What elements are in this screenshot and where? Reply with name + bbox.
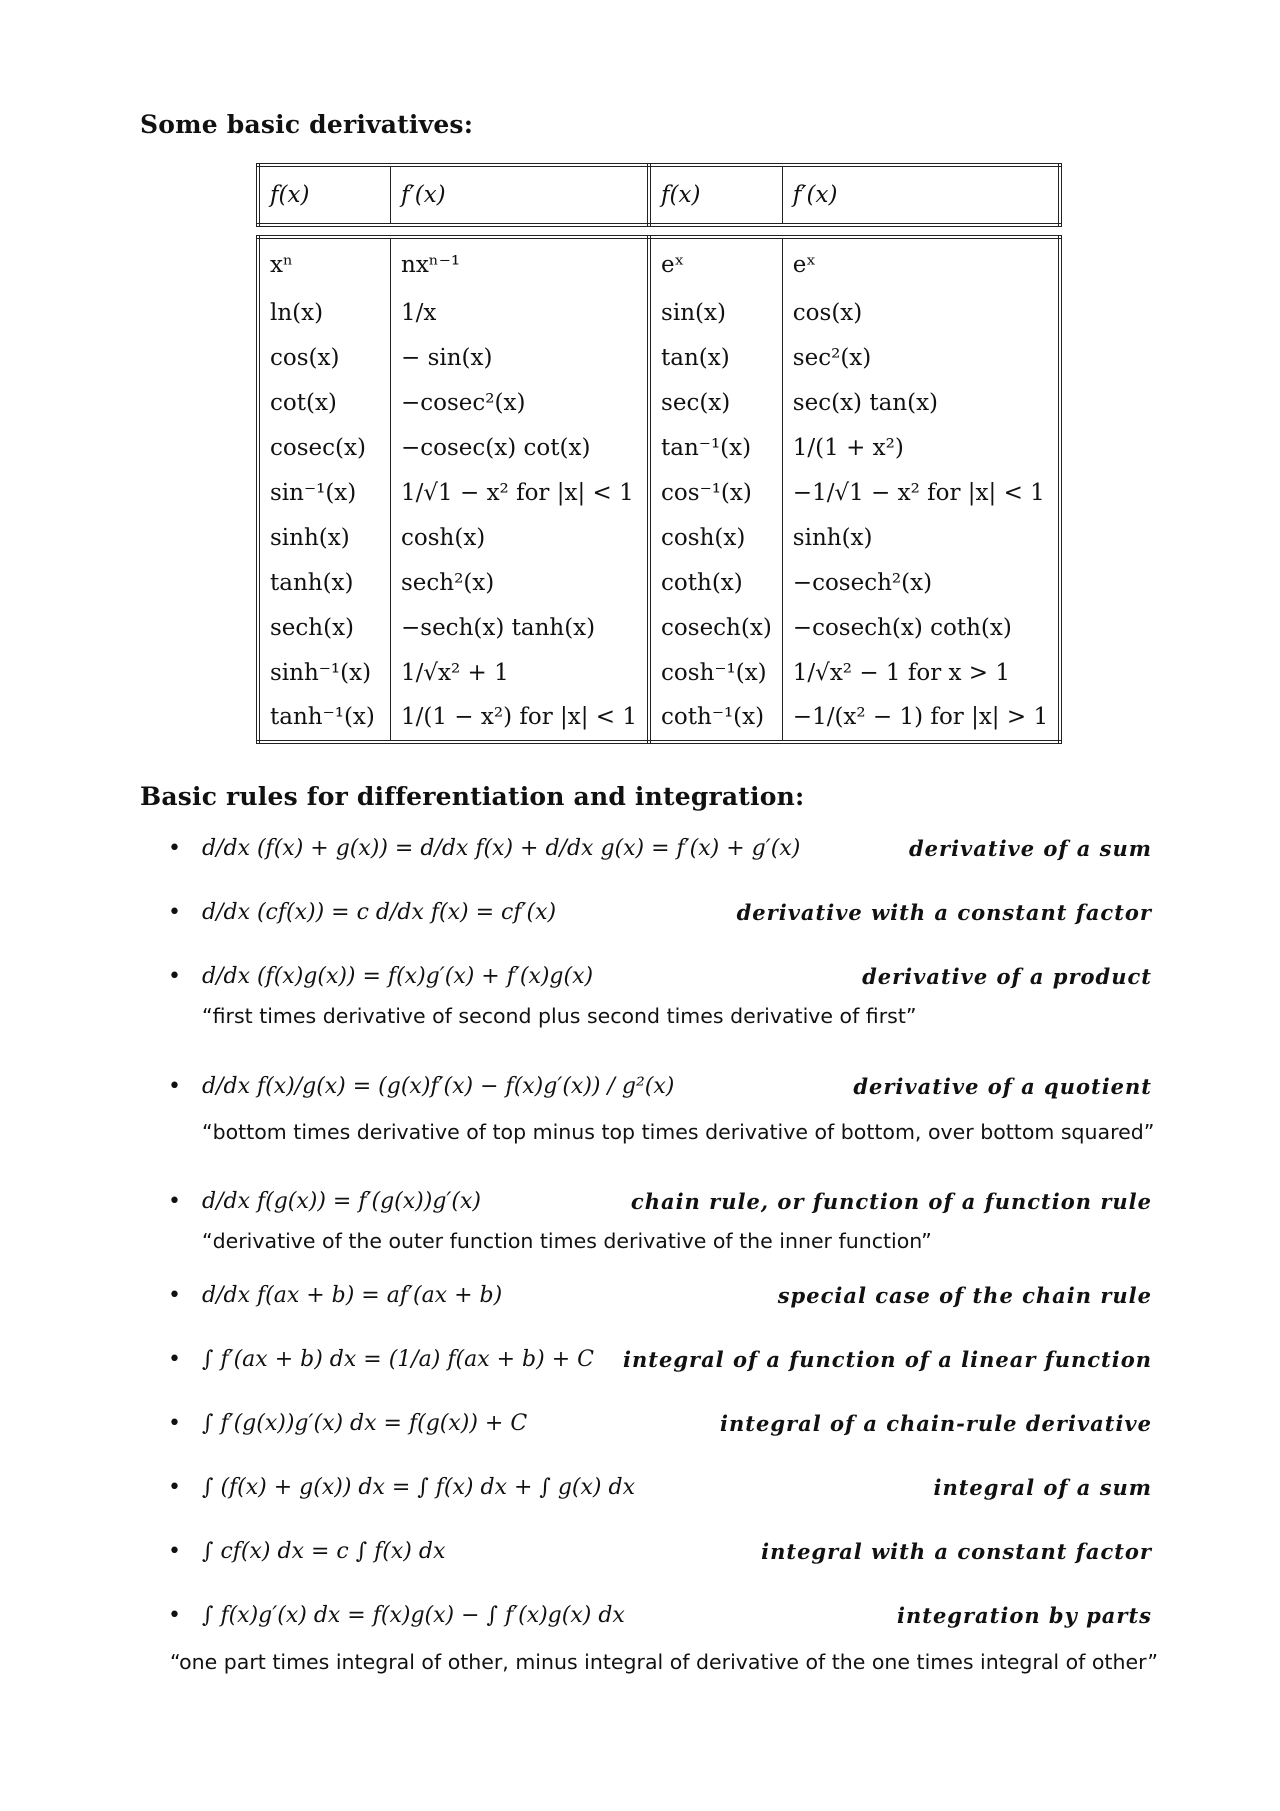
- rule-formula: ∫ (f(x) + g(x)) dx = ∫ f(x) dx + ∫ g(x) dx: [202, 1475, 635, 1500]
- rule-formula: d/dx f(ax + b) = af′(ax + b): [202, 1283, 503, 1308]
- table-cell: −cosech(x) coth(x): [782, 605, 1060, 650]
- table-cell: sec²(x): [782, 336, 1060, 381]
- table-cell: sinh(x): [258, 515, 391, 560]
- bullet-icon: •: [168, 836, 181, 861]
- rule-label: derivative with a constant factor: [736, 900, 1152, 925]
- table-cell: 1/√1 − x² for |x| < 1: [391, 471, 650, 516]
- table-cell: cosec(x): [258, 426, 391, 471]
- rule-label: derivative of a sum: [908, 836, 1152, 861]
- table-cell: eˣ: [782, 237, 1060, 291]
- table-cell: sinh⁻¹(x): [258, 650, 391, 695]
- table-cell: 1/x: [391, 291, 650, 336]
- table-cell: eˣ: [649, 237, 782, 291]
- rule-label: chain rule, or function of a function rule: [630, 1189, 1152, 1214]
- bullet-icon: •: [168, 900, 181, 925]
- rule-mnemonic: “bottom times derivative of top minus top times derivative of bottom, over bottom squared”: [202, 1120, 1155, 1144]
- table-cell: −cosech²(x): [782, 560, 1060, 605]
- rule-formula: ∫ f(x)g′(x) dx = f(x)g(x) − ∫ f′(x)g(x) dx: [202, 1603, 625, 1628]
- table-cell: tanh(x): [258, 560, 391, 605]
- table-cell: 1/√x² + 1: [391, 650, 650, 695]
- rule-mnemonic: “first times derivative of second plus second times derivative of first”: [202, 1004, 917, 1028]
- table-cell: cos(x): [258, 336, 391, 381]
- table-row: [258, 426, 1060, 471]
- table-header-cell: f′(x): [391, 165, 650, 225]
- table-row: [258, 381, 1060, 426]
- rule-mnemonic: “one part times integral of other, minus integral of derivative of the one times integral of other”: [170, 1650, 1158, 1674]
- table-cell: cosh(x): [391, 515, 650, 560]
- bullet-icon: •: [168, 1189, 181, 1214]
- table-cell: tan⁻¹(x): [661, 435, 752, 462]
- bullet-icon: •: [168, 1283, 181, 1308]
- bullet-icon: •: [168, 1074, 181, 1099]
- rule-item: [168, 1074, 1155, 1154]
- table-row: [258, 560, 1060, 605]
- rule-label: integral of a sum: [933, 1475, 1152, 1500]
- table-header-cell: f(x): [258, 165, 391, 225]
- table-row: [258, 336, 1060, 381]
- rule-label: integral with a constant factor: [761, 1539, 1152, 1564]
- derivatives-table: [256, 163, 1062, 744]
- table-cell: cosh(x): [661, 524, 746, 551]
- table-cell: sec(x) tan(x): [782, 381, 1060, 426]
- rule-label: derivative of a quotient: [853, 1074, 1152, 1099]
- table-header-cell: f′(x): [782, 165, 1060, 225]
- bullet-icon: •: [168, 1347, 181, 1372]
- rule-mnemonic: “derivative of the outer function times derivative of the inner function”: [202, 1229, 932, 1253]
- table-header-cell: f(x): [649, 165, 782, 225]
- bullet-icon: •: [168, 964, 181, 989]
- rule-item: [168, 1189, 1152, 1259]
- heading-basic-rules: Basic rules for differentiation and integration:: [140, 782, 805, 811]
- table-row: [258, 650, 1060, 695]
- table-cell: −cosec²(x): [391, 381, 650, 426]
- table-cell: sech²(x): [391, 560, 650, 605]
- table-cell: cot(x): [258, 381, 391, 426]
- rule-label: integral of a function of a linear function: [623, 1347, 1152, 1372]
- bullet-icon: •: [168, 1603, 181, 1628]
- table-cell: sech(x): [258, 605, 391, 650]
- table-cell: tan(x): [661, 345, 730, 372]
- rule-formula: ∫ f′(g(x))g′(x) dx = f(g(x)) + C: [202, 1411, 528, 1436]
- table-cell: 1/(1 − x²) for |x| < 1: [391, 695, 650, 742]
- table-cell: −cosec(x) cot(x): [391, 426, 650, 471]
- rule-formula: d/dx (cf(x)) = c d/dx f(x) = cf′(x): [202, 900, 557, 925]
- rule-formula: ∫ cf(x) dx = c ∫ f(x) dx: [202, 1539, 446, 1564]
- table-cell: tanh⁻¹(x): [258, 695, 391, 742]
- table-cell: − sin(x): [391, 336, 650, 381]
- bullet-icon: •: [168, 1411, 181, 1436]
- table-cell: coth⁻¹(x): [649, 695, 782, 742]
- table-cell: xⁿ: [258, 237, 391, 291]
- rule-formula: d/dx f(g(x)) = f′(g(x))g′(x): [202, 1189, 481, 1214]
- bullet-icon: •: [168, 1539, 181, 1564]
- rule-formula: d/dx (f(x) + g(x)) = d/dx f(x) + d/dx g(x) = f′(x) + g′(x): [202, 836, 801, 861]
- table-cell: sinh(x): [782, 515, 1060, 560]
- table-cell: 1/√x² − 1 for x > 1: [782, 650, 1060, 695]
- table-row: [258, 237, 1060, 291]
- rule-label: derivative of a product: [862, 964, 1152, 989]
- bullet-icon: •: [168, 1475, 181, 1500]
- table-cell: −sech(x) tanh(x): [391, 605, 650, 650]
- table-cell: nxⁿ⁻¹: [391, 237, 650, 291]
- rule-formula: d/dx f(x)/g(x) = (g(x)f′(x) − f(x)g′(x)) / g²(x): [202, 1074, 675, 1099]
- table-cell: −1/√1 − x² for |x| < 1: [782, 471, 1060, 516]
- table-cell: −1/(x² − 1) for |x| > 1: [782, 695, 1060, 742]
- table-cell: cos⁻¹(x): [661, 480, 752, 506]
- table-cell: sin⁻¹(x): [258, 471, 391, 516]
- table-row: [258, 605, 1060, 650]
- table-cell: cosech(x): [661, 614, 772, 641]
- table-row: [258, 695, 1060, 742]
- rule-formula: d/dx (f(x)g(x)) = f(x)g′(x) + f′(x)g(x): [202, 964, 594, 989]
- table-row: [258, 291, 1060, 336]
- table-cell: sec(x): [661, 390, 731, 417]
- table-header-row: [258, 165, 1060, 225]
- table-cell: sin(x): [661, 300, 726, 327]
- table-row: [258, 515, 1060, 560]
- table-cell: 1/(1 + x²): [782, 426, 1060, 471]
- rule-label: integration by parts: [897, 1603, 1152, 1628]
- table-cell: coth(x): [661, 569, 743, 596]
- heading-basic-derivatives: Some basic derivatives:: [140, 110, 474, 139]
- rule-label: special case of the chain rule: [777, 1283, 1152, 1308]
- table-cell: cosh⁻¹(x): [661, 659, 767, 686]
- table-row: [258, 471, 1060, 516]
- table-cell: cos(x): [782, 291, 1060, 336]
- rule-label: integral of a chain-rule derivative: [720, 1411, 1152, 1436]
- table-cell: ln(x): [258, 291, 391, 336]
- rule-item: [168, 964, 1152, 1034]
- rule-formula: ∫ f′(ax + b) dx = (1/a) f(ax + b) + C: [202, 1347, 594, 1372]
- derivatives-table-container: [256, 163, 1062, 744]
